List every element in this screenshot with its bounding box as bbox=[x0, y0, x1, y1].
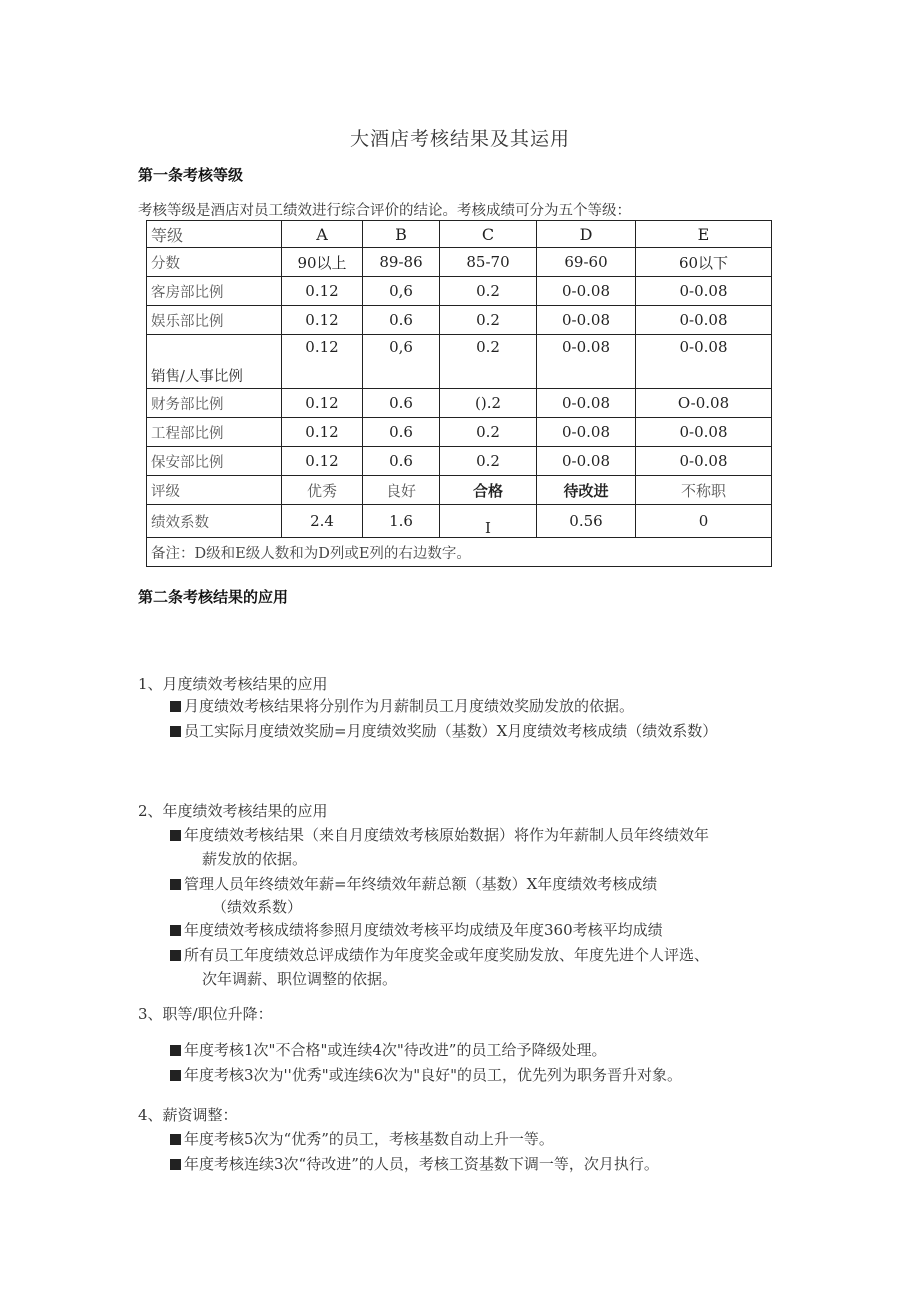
table-cell: 1.6 bbox=[363, 505, 440, 538]
table-cell: 0.12 bbox=[282, 389, 363, 418]
table-cell: 0-0.08 bbox=[636, 277, 772, 306]
list-item-text: 年度绩效考核结果（来自月度绩效考核原始数据）将作为年薪制人员年终绩效年 bbox=[184, 826, 710, 844]
list-item bbox=[170, 1128, 554, 1149]
table-cell: 0-0.08 bbox=[537, 447, 636, 476]
list-item bbox=[170, 1039, 606, 1060]
table-cell: 0-0.08 bbox=[537, 389, 636, 418]
table-cell: 0.6 bbox=[363, 389, 440, 418]
list-item-text: 年度考核3次为''优秀"或连续6次为"良好"的员工，优先列为职务晋升对象。 bbox=[184, 1066, 683, 1084]
square-bullet-icon bbox=[170, 925, 181, 936]
table-cell: 待改进 bbox=[537, 476, 636, 505]
table-cell: 0.2 bbox=[440, 335, 537, 389]
table-cell: 0.6 bbox=[363, 306, 440, 335]
list-item-text: 年度考核1次"不合格"或连续4次"待改进”的员工给予降级处理。 bbox=[184, 1041, 607, 1059]
table-cell: 0-0.08 bbox=[636, 447, 772, 476]
row-label: 娱乐部比例 bbox=[147, 306, 282, 335]
row-label: 财务部比例 bbox=[147, 389, 282, 418]
table-cell: 0-0.08 bbox=[537, 335, 636, 389]
list-item-text: 管理人员年终绩效年薪=年终绩效年薪总额（基数）X年度绩效考核成绩 bbox=[184, 875, 658, 893]
square-bullet-icon bbox=[170, 1045, 181, 1056]
row-label: 销售/人事比例 bbox=[147, 335, 282, 389]
header-cell: A bbox=[282, 221, 363, 248]
table-cell: 0.12 bbox=[282, 447, 363, 476]
table-note-row bbox=[147, 538, 772, 567]
table-cell: 0,6 bbox=[363, 335, 440, 389]
table-row bbox=[147, 248, 772, 277]
sub3-title: 3、职等/职位升降： bbox=[138, 1005, 273, 1023]
row-label: 保安部比例 bbox=[147, 447, 282, 476]
table-cell: 0-0.08 bbox=[636, 418, 772, 447]
list-item-text: 年度考核5次为“优秀”的员工，考核基数自动上升一等。 bbox=[184, 1130, 554, 1148]
row-label: 绩效系数 bbox=[147, 505, 282, 538]
table-cell: 0-0.08 bbox=[636, 335, 772, 389]
table-cell: 60以下 bbox=[636, 248, 772, 277]
table-row bbox=[147, 476, 772, 505]
list-item bbox=[170, 919, 663, 940]
table-cell: 0.2 bbox=[440, 306, 537, 335]
table-cell: 0.6 bbox=[363, 447, 440, 476]
list-item-text: 年度绩效考核成绩将参照月度绩效考核平均成绩及年度360考核平均成绩 bbox=[184, 921, 663, 939]
table-cell: 0.2 bbox=[440, 447, 537, 476]
square-bullet-icon bbox=[170, 1134, 181, 1145]
header-cell: B bbox=[363, 221, 440, 248]
list-item-text: 年度考核连续3次“待改进”的人员，考核工资基数下调一等，次月执行。 bbox=[184, 1155, 659, 1173]
table-cell: 0.12 bbox=[282, 306, 363, 335]
table-cell: 良好 bbox=[363, 476, 440, 505]
header-cell: C bbox=[440, 221, 537, 248]
table-row bbox=[147, 306, 772, 335]
square-bullet-icon bbox=[170, 1070, 181, 1081]
row-label: 分数 bbox=[147, 248, 282, 277]
list-item-continuation: 薪发放的依据。 bbox=[202, 850, 308, 868]
table-cell: ().2 bbox=[440, 389, 537, 418]
list-item-text: 月度绩效考核结果将分别作为月薪制员工月度绩效奖励发放的依据。 bbox=[184, 697, 635, 715]
grade-table bbox=[146, 220, 772, 567]
square-bullet-icon bbox=[170, 726, 181, 737]
header-cell: E bbox=[636, 221, 772, 248]
table-cell: 0.12 bbox=[282, 277, 363, 306]
page-title: 大酒店考核结果及其运用 bbox=[349, 128, 570, 150]
table-cell: 0.6 bbox=[363, 418, 440, 447]
list-item bbox=[170, 824, 709, 845]
table-cell: 90以上 bbox=[282, 248, 363, 277]
table-cell: 0.56 bbox=[537, 505, 636, 538]
table-cell: 2.4 bbox=[282, 505, 363, 538]
table-row bbox=[147, 505, 772, 538]
header-cell: D bbox=[537, 221, 636, 248]
table-cell: 合格 bbox=[440, 476, 537, 505]
square-bullet-icon bbox=[170, 950, 181, 961]
table-cell: 0 bbox=[636, 505, 772, 538]
table-cell: 优秀 bbox=[282, 476, 363, 505]
table-header-row bbox=[147, 221, 772, 248]
table-cell-value: I bbox=[485, 519, 491, 537]
table-cell: 0-0.08 bbox=[537, 277, 636, 306]
table-cell: O-0.08 bbox=[636, 389, 772, 418]
table-cell: 0-0.08 bbox=[537, 306, 636, 335]
table-cell: 85-70 bbox=[440, 248, 537, 277]
square-bullet-icon bbox=[170, 701, 181, 712]
square-bullet-icon bbox=[170, 879, 181, 890]
row-label: 评级 bbox=[147, 476, 282, 505]
list-item-text: 员工实际月度绩效奖励=月度绩效奖励（基数）X月度绩效考核成绩（绩效系数） bbox=[184, 722, 718, 740]
section2-heading: 第二条考核结果的应用 bbox=[138, 588, 289, 606]
list-item bbox=[170, 720, 717, 741]
list-item-text: 所有员工年度绩效总评成绩作为年度奖金或年度奖励发放、年度先进个人评选、 bbox=[184, 946, 710, 964]
table-note: 备注：D级和E级人数和为D列或E列的右边数字。 bbox=[147, 538, 772, 567]
table-cell: 0-0.08 bbox=[636, 306, 772, 335]
table-cell: 89-86 bbox=[363, 248, 440, 277]
list-item bbox=[170, 944, 709, 965]
table-cell: 0.12 bbox=[282, 418, 363, 447]
list-item bbox=[170, 1153, 659, 1174]
section1-heading: 第一条考核等级 bbox=[138, 166, 244, 184]
list-item-continuation: （绩效系数） bbox=[212, 898, 303, 916]
table-row bbox=[147, 447, 772, 476]
list-item-continuation: 次年调薪、职位调整的依据。 bbox=[202, 970, 398, 988]
sub2-title: 2、年度绩效考核结果的应用 bbox=[138, 802, 328, 820]
sub4-title: 4、薪资调整： bbox=[138, 1106, 238, 1124]
header-cell: 等级 bbox=[147, 221, 282, 248]
table-row bbox=[147, 277, 772, 306]
table-row bbox=[147, 335, 772, 389]
square-bullet-icon bbox=[170, 830, 181, 841]
table-row bbox=[147, 389, 772, 418]
table-cell: 69-60 bbox=[537, 248, 636, 277]
table-cell bbox=[440, 505, 537, 538]
square-bullet-icon bbox=[170, 1159, 181, 1170]
list-item bbox=[170, 1064, 682, 1085]
row-label: 工程部比例 bbox=[147, 418, 282, 447]
table-cell: 0.12 bbox=[282, 335, 363, 389]
sub1-title: 1、月度绩效考核结果的应用 bbox=[138, 675, 328, 693]
list-item bbox=[170, 873, 657, 894]
table-cell: 0-0.08 bbox=[537, 418, 636, 447]
row-label: 客房部比例 bbox=[147, 277, 282, 306]
table-cell: 不称职 bbox=[636, 476, 772, 505]
table-cell: 0.2 bbox=[440, 418, 537, 447]
table-cell: 0.2 bbox=[440, 277, 537, 306]
list-item bbox=[170, 695, 634, 716]
table-cell: 0,6 bbox=[363, 277, 440, 306]
table-row bbox=[147, 418, 772, 447]
section1-intro: 考核等级是酒店对员工绩效进行综合评价的结论。考核成绩可分为五个等级： bbox=[138, 203, 631, 219]
